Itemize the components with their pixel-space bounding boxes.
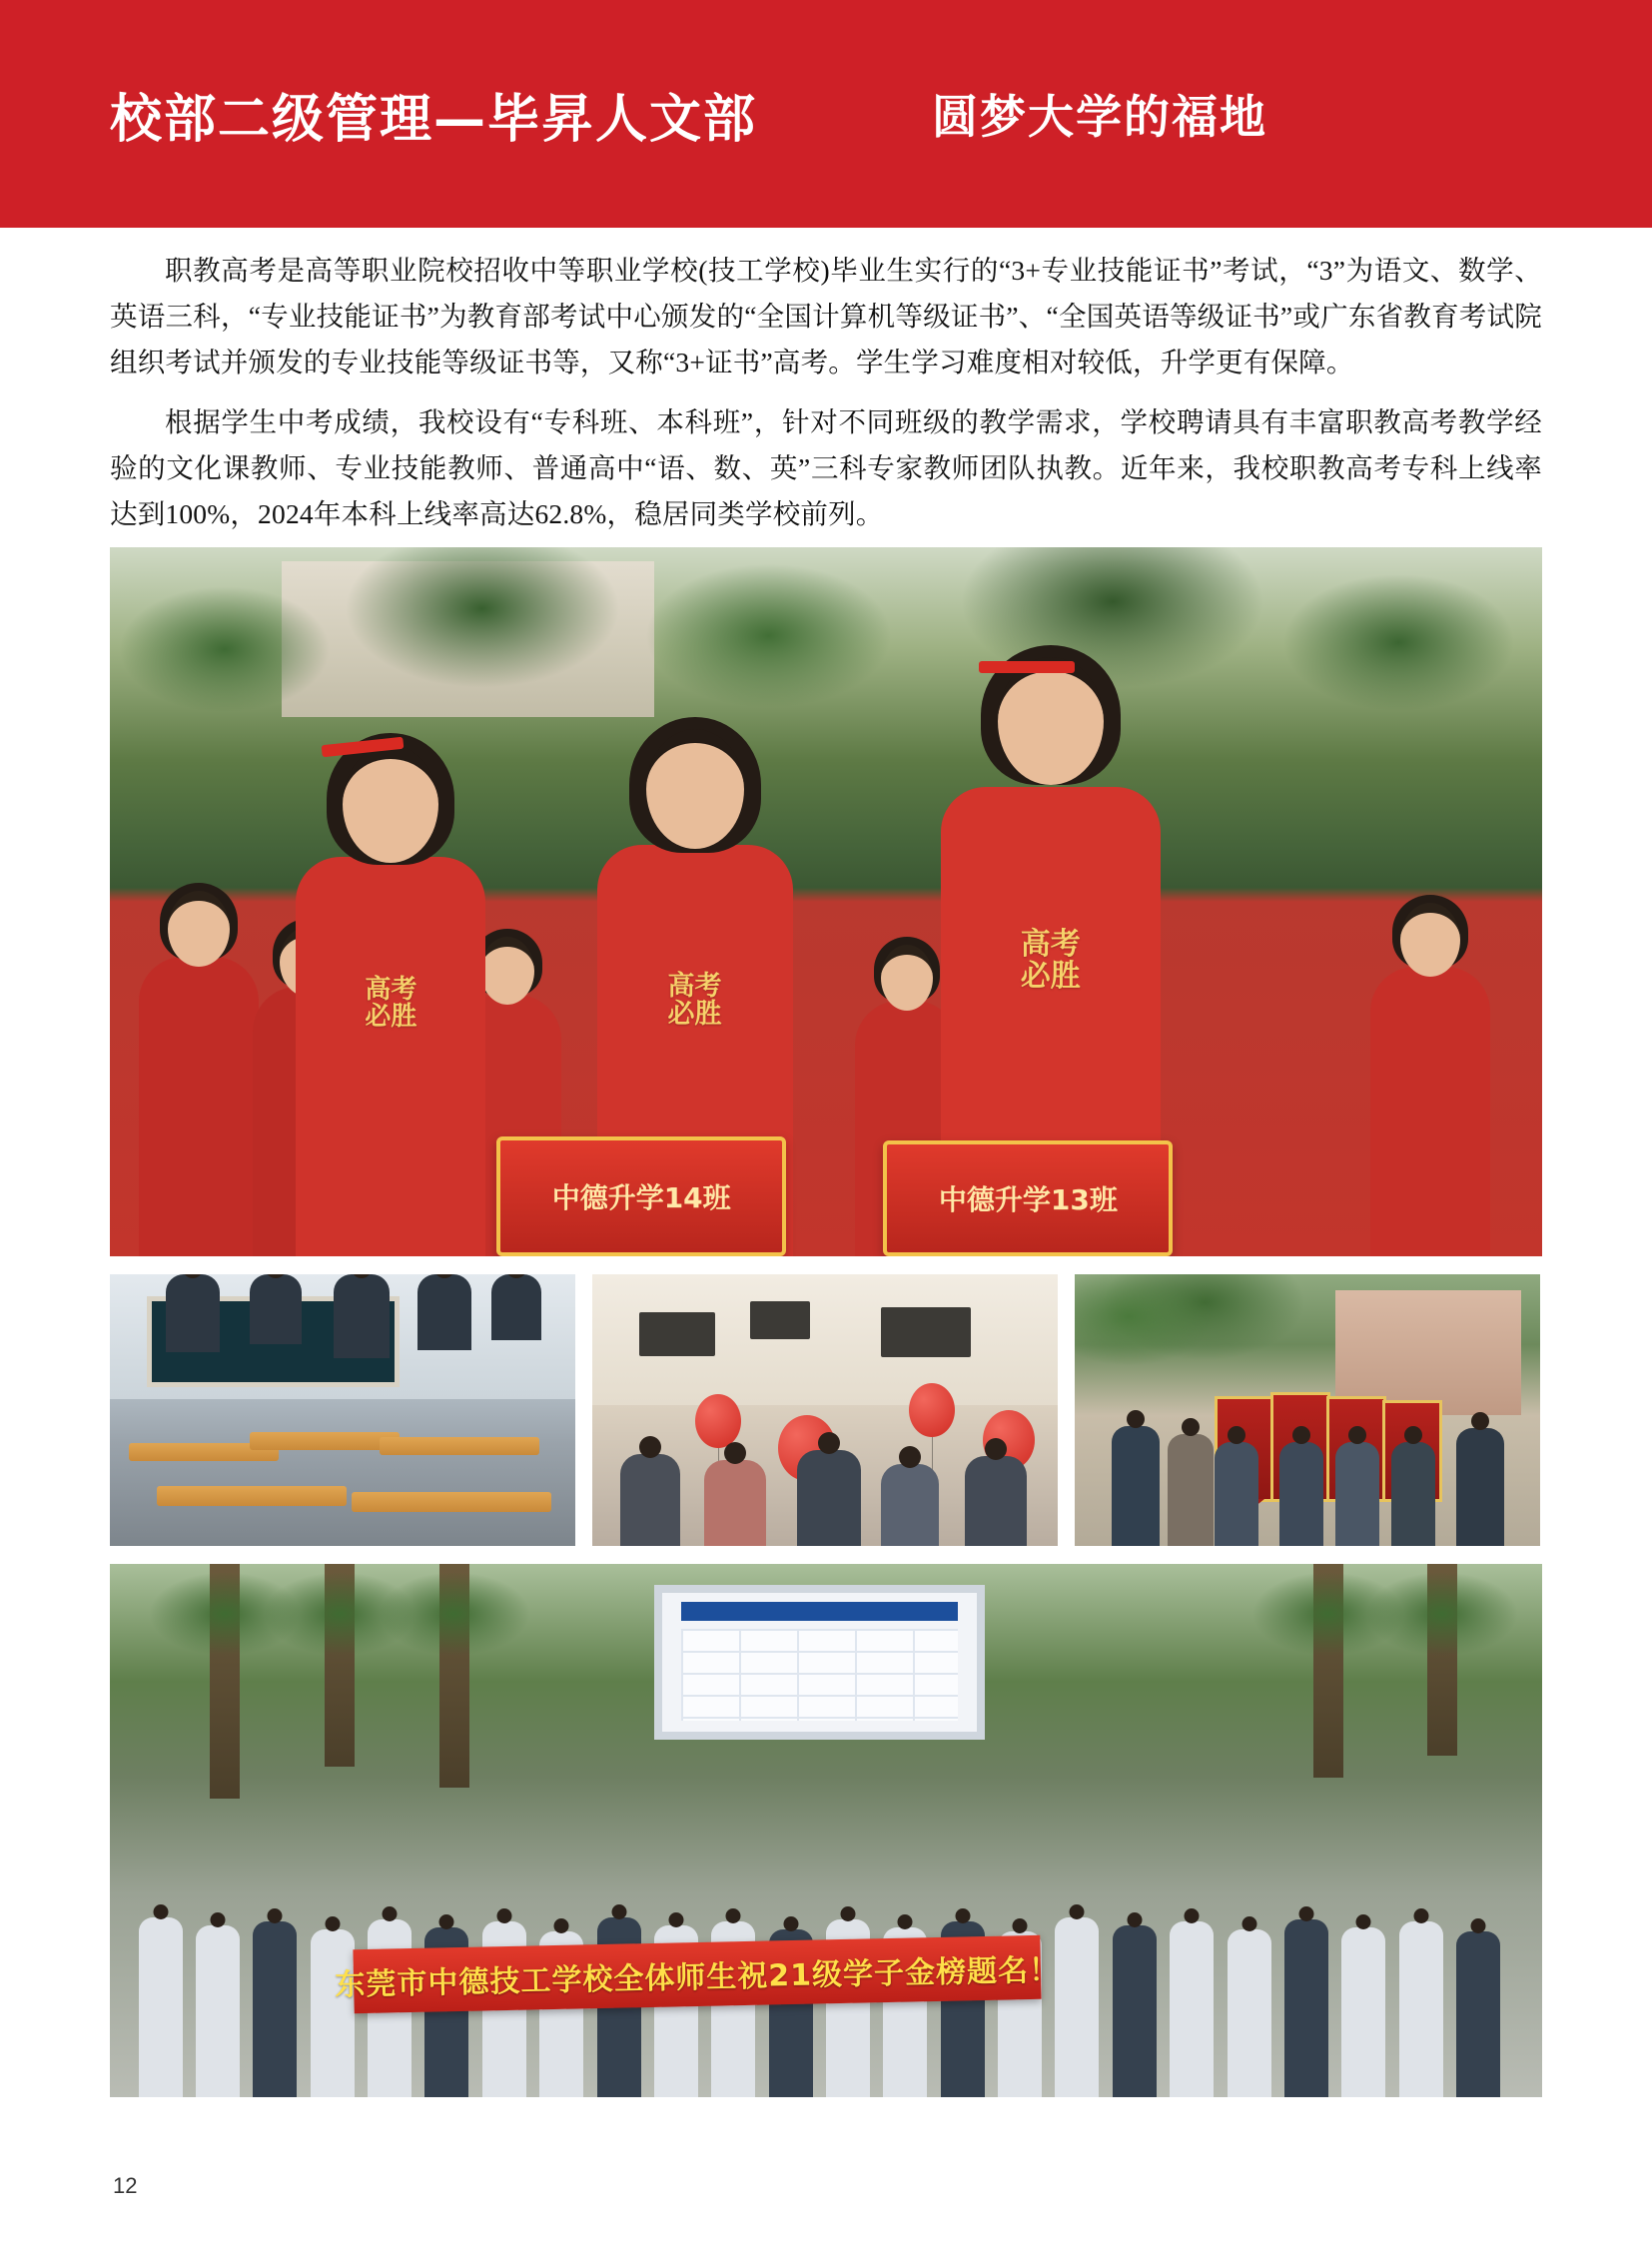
photo-pennant-presentation bbox=[1075, 1274, 1540, 1546]
page-header bbox=[110, 0, 1542, 228]
notice-board-grid bbox=[681, 1629, 959, 1721]
congratulation-banner-text: 东莞市中德技工学校全体师生祝21级学子金榜题名！ bbox=[334, 1952, 1061, 2003]
paragraph-1: 职教高考是高等职业院校招收中等职业学校(技工学校)毕业生实行的“3+专业技能证书”考试，“3”为语文、数学、英语三科，“专业技能证书”为教育部考试中心颁发的“全国计算机等级证书”、“全国英语等级证书”或广东省教育考试院组织考试并颁发的专业技能等级证书等，又称“3+证书”高考。学生学习难度相对较低，升学更有保障。 bbox=[110, 255, 1542, 377]
placard-class-13-text: 中德升学13班 bbox=[938, 1183, 1118, 1216]
group-crowd bbox=[110, 1767, 1542, 2097]
photo-gallery bbox=[110, 547, 1542, 2097]
student-front-right: 高考 必胜 bbox=[941, 787, 1161, 1256]
paragraph-2: 根据学生中考成绩，我校设有“专科班、本科班”，针对不同班级的教学需求，学校聘请具有丰富职教高考教学经验的文化课教师、专业技能教师、普通高中“语、数、英”三科专家教师团队执教。近年来，我校职教高考专科上线率达到100%，2024年本科上线率高达62.8%，稳居同类学校前列。 bbox=[110, 406, 1542, 529]
photo-row bbox=[110, 1274, 1542, 1546]
placard-class-13 bbox=[883, 1140, 1173, 1256]
photo-parent-meeting bbox=[592, 1274, 1058, 1546]
photo-students-oath bbox=[110, 547, 1542, 1256]
article-body bbox=[110, 248, 1542, 551]
page-number: 12 bbox=[113, 2173, 138, 2198]
student-front-left: 高考 必胜 bbox=[296, 857, 485, 1256]
campus-notice-board bbox=[654, 1585, 985, 1740]
placard-class-14-text: 中德升学14班 bbox=[551, 1181, 731, 1214]
photo-group-banner bbox=[110, 1564, 1542, 2097]
student-front-middle: 高考 必胜 bbox=[597, 845, 793, 1256]
notice-board-title-bar bbox=[681, 1602, 959, 1621]
photo-classroom-study bbox=[110, 1274, 575, 1546]
hero-crowd bbox=[110, 732, 1542, 1256]
page-header-band bbox=[0, 0, 1652, 228]
page-subtitle: 圆梦大学的福地 bbox=[932, 90, 1268, 144]
placard-class-14 bbox=[496, 1136, 786, 1256]
page-title: 校部二级管理—毕昇人文部 bbox=[110, 89, 758, 150]
